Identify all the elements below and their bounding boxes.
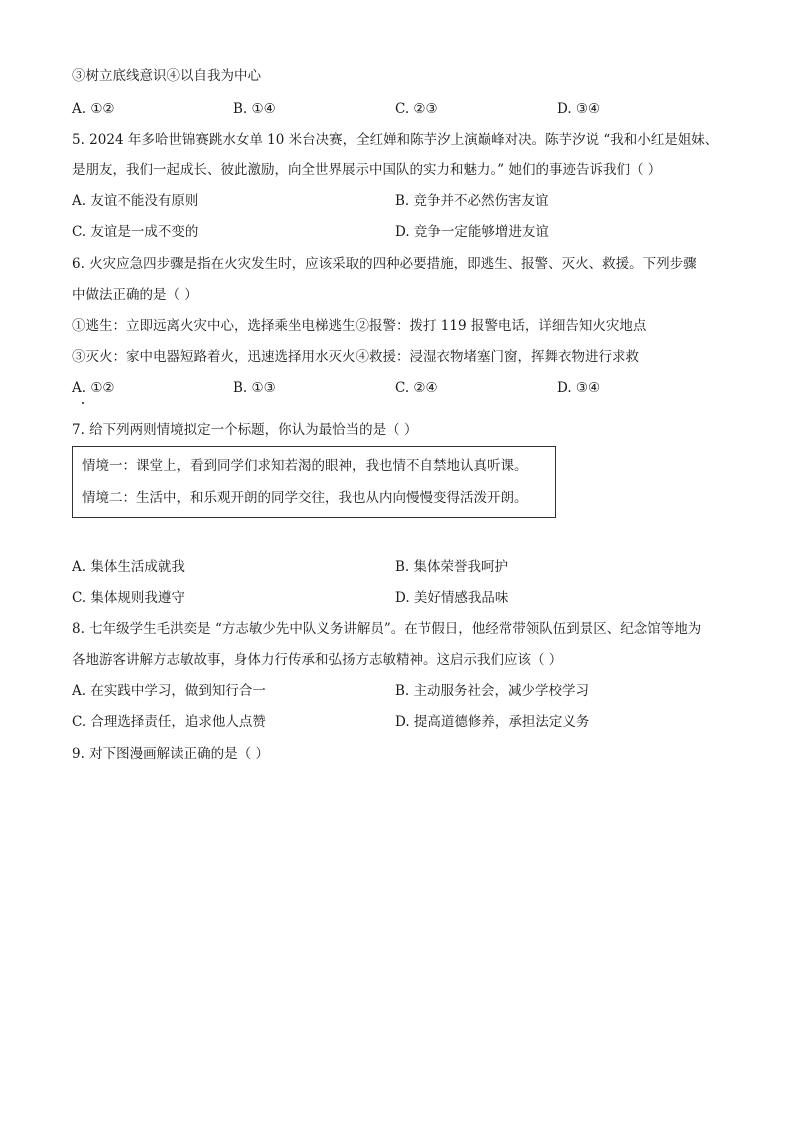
q7-options-row1 [72, 558, 732, 576]
q5-option-b[interactable]: B. 竞争并不必然伤害友谊 [395, 193, 549, 209]
stray-dot-mark [82, 402, 84, 404]
q7-option-a[interactable]: A. 集体生活成就我 [72, 559, 185, 575]
q5-option-d[interactable]: D. 竞争一定能够增进友谊 [395, 224, 549, 240]
q6-option-a[interactable]: A. ①② [72, 380, 115, 396]
q8-stem-line2: 各地游客讲解方志敏故事，身体力行传承和弘扬方志敏精神。这启示我们应该（ ） [72, 652, 563, 668]
q7-options-row2 [72, 589, 732, 607]
q6-option-d[interactable]: D. ③④ [557, 380, 601, 396]
q5-option-a[interactable]: A. 友谊不能没有原则 [72, 193, 199, 209]
q7-scenario-box [72, 446, 556, 518]
q5-options-row2 [72, 223, 732, 241]
q8-option-c[interactable]: C. 合理选择责任，追求他人点赞 [72, 714, 266, 730]
q6-options [72, 379, 732, 397]
q6-item-line1: ①逃生：立即远离火灾中心，选择乘坐电梯逃生②报警：拨打 119 报警电话，详细告知火灾地点 [72, 318, 647, 334]
q6-option-b[interactable]: B. ①③ [233, 380, 276, 396]
q5-options-row1 [72, 192, 732, 210]
q4-option-d[interactable]: D. ③④ [557, 101, 601, 117]
q5-option-c[interactable]: C. 友谊是一成不变的 [72, 224, 199, 240]
q6-item-line2: ③灭火：家中电器短路着火，迅速选择用水灭火④救援：浸湿衣物堵塞门窗，挥舞衣物进行求救 [72, 349, 639, 365]
q8-stem-line1: 8. 七年级学生毛洪奕是 “方志敏少先中队义务讲解员”。在节假日，他经常带领队伍到景区、纪念馆等地为 [72, 621, 702, 637]
q4-option-c[interactable]: C. ②③ [395, 101, 438, 117]
q6-stem-line1: 6. 火灾应急四步骤是指在火灾发生时，应该采取的四种必要措施，即逃生、报警、灭火、救援。下列步骤 [72, 256, 697, 272]
q7-option-b[interactable]: B. 集体荣誉我呵护 [395, 559, 509, 575]
q6-option-c[interactable]: C. ②④ [395, 380, 438, 396]
q7-scenario-2: 情境二：生活中，和乐观开朗的同学交往，我也从内向慢慢变得活泼开朗。 [82, 490, 528, 506]
q4-option-a[interactable]: A. ①② [72, 101, 115, 117]
q8-option-a[interactable]: A. 在实践中学习，做到知行合一 [72, 683, 266, 699]
q8-option-b[interactable]: B. 主动服务社会，减少学校学习 [395, 683, 590, 699]
q5-stem-line1: 5. 2024 年多哈世锦赛跳水女单 10 米台决赛，全红婵和陈芋汐上演巅峰对决。陈芋汐说 “我和小红是姐妹、 [72, 132, 719, 148]
q4-option-b[interactable]: B. ①④ [233, 101, 276, 117]
q8-options-row1 [72, 682, 732, 700]
q8-option-d[interactable]: D. 提高道德修养，承担法定义务 [395, 714, 590, 730]
q7-option-c[interactable]: C. 集体规则我遵守 [72, 590, 185, 606]
q5-stem-line2: 是朋友，我们一起成长、彼此激励，向全世界展示中国队的实力和魅力。” 她们的事迹告诉我们（ ） [72, 162, 662, 178]
q7-option-d[interactable]: D. 美好情感我品味 [395, 590, 509, 606]
q4-options [72, 100, 732, 118]
q7-stem: 7. 给下列两则情境拟定一个标题，你认为最恰当的是（ ） [72, 422, 418, 438]
q7-scenario-1: 情境一：课堂上，看到同学们求知若渴的眼神，我也情不自禁地认真听课。 [82, 458, 528, 474]
q4-stem-tail: ③树立底线意识④以自我为中心 [72, 68, 261, 84]
q8-options-row2 [72, 713, 732, 731]
q9-stem: 9. 对下图漫画解读正确的是（ ） [72, 746, 269, 762]
q6-stem-line2: 中做法正确的是（ ） [72, 287, 198, 303]
